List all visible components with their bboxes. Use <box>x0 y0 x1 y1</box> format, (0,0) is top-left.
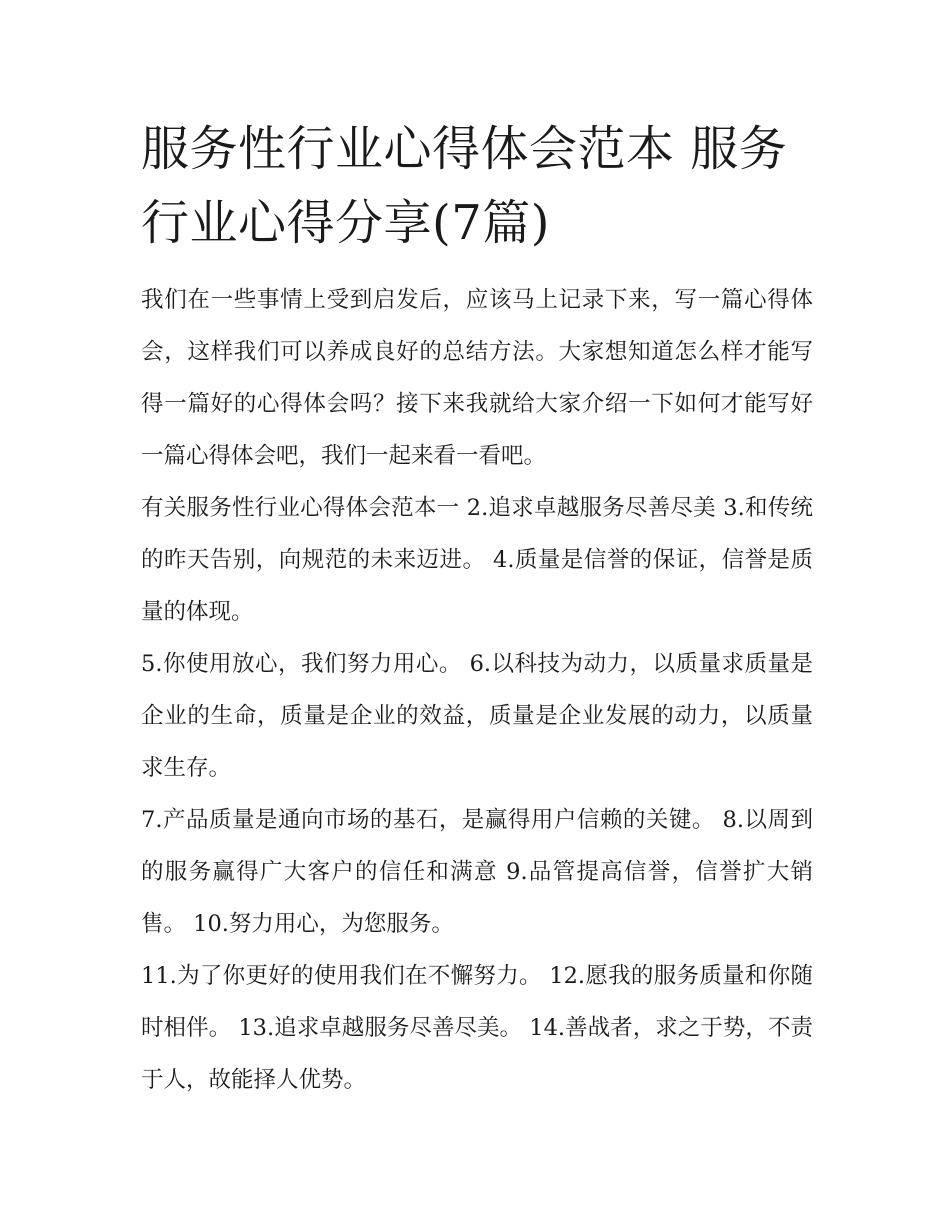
paragraph-slogans-1: 有关服务性行业心得体会范本一 2.追求卓越服务尽善尽美 3.和传统的昨天告别，向规范的未来迈进。 4.质量是信誉的保证，信誉是质量的体现。 <box>141 495 813 625</box>
paragraph-slogans-4: 11.为了你更好的使用我们在不懈努力。 12.愿我的服务质量和你随时相伴。 13.追求卓越服务尽善尽美。 14.善战者，求之于势，不责于人，故能择人优势。 <box>141 963 813 1093</box>
paragraph-slogans-2: 5.你使用放心，我们努力用心。 6.以科技为动力，以质量求质量是企业的生命，质量是企业的效益，质量是企业发展的动力，以质量求生存。 <box>141 651 813 781</box>
paragraph-intro: 我们在一些事情上受到启发后，应该马上记录下来，写一篇心得体会，这样我们可以养成良好的总结方法。大家想知道怎么样才能写得一篇好的心得体会吗？接下来我就给大家介绍一下如何才能写好一篇心得体会吧，我们一起来看一看吧。 <box>141 287 813 469</box>
paragraph-slogans-3: 7.产品质量是通向市场的基石，是赢得用户信赖的关键。 8.以周到的服务赢得广大客户的信任和满意 9.品管提高信誉，信誉扩大销售。 10.努力用心，为您服务。 <box>141 807 813 937</box>
document-body <box>141 112 813 1106</box>
document-title: 服务性行业心得体会范本 服务行业心得分享(7篇) <box>141 121 788 251</box>
